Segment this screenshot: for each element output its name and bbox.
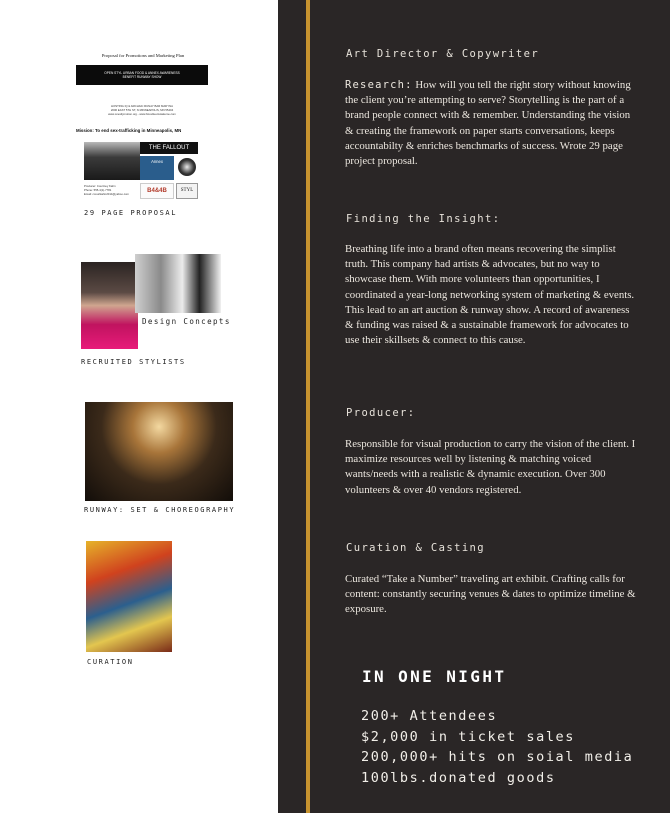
proposal-contact-line-1: Producer: Courtney Kahn [84,184,116,188]
research-label: Research: [345,79,413,91]
curation-artwork [86,541,172,652]
caption-design-concepts: Design Concepts [142,317,231,326]
insight-heading: Finding the Insight: [346,213,501,225]
stylist-photo [81,262,138,349]
fallout-logo: THE FALLOUT [140,142,198,154]
runway-photo [85,402,233,501]
proposal-info-line-1: HOSTING IQ & ARCHAIC RUNAY BAR MADYNA [111,104,173,108]
curation-heading: Curation & Casting [346,542,485,554]
proposal-contact-line-2: Phone: 555-4(1)-7781 [84,188,112,192]
proposal-banner-line-2: BENEFIT RUNWAY SHOW [122,75,162,79]
stat-attendees: 200+ Attendees [361,708,498,724]
venue-photo [84,142,140,180]
caption-runway: RUNWAY: SET & CHOREOGRAPHY [84,506,236,514]
stat-social-hits: 200,000+ hits on soial media [361,749,634,765]
research-text: How will you tell the right story without knowing the client you’re attempting to serve? Storytelling is the part of a brand people connect with & remember. Understanding the vision & creating the framework on paper starts conversations, keeps accountabilty & enriches benchmarks of success. Wrote 29 page project proposal. [345,79,631,168]
b4-logo: B4&4B [140,183,174,199]
producer-text: Responsible for visual production to carry the vision of the client. I maximize resources well by listening & matching voiced wants/needs with a realistic & dynamic execution. Over 300 volunteers & over 40 vendors registered. [345,438,636,496]
research-section [345,78,637,169]
stat-donated-goods: 100lbs.donated goods [361,770,556,786]
round-logo [178,158,196,176]
proposal-banner-line-1: OPEN STYL URBAN FOOD & ANNEX AWARENESS [104,71,180,75]
proposal-title: Proposal for Promotions and Marketing Plan [101,53,185,58]
caption-proposal: 29 PAGE PROPOSAL [84,209,178,217]
proposal-mission: Mission: To end sex-trafficking in Minneapolis, MN [76,128,182,133]
insight-text: Breathing life into a brand often means recovering the simplist truth. This company had artists & advocates, but no way to showcase them. With more volunteers than opportunities, I coordinated a year-long networking system of marketing & events. This lead to an art auction & runway show. A record of awareness & funding was raised & a sustainable framework for advocates to use their skillsets & connect to this cause. [345,243,635,347]
proposal-banner [76,65,208,85]
accent-rule [306,0,310,813]
producer-heading: Producer: [346,407,416,419]
proposal-thumbnail [76,50,210,210]
role-heading: Art Director & Copywriter [346,48,540,60]
styl-logo: STYL [176,183,198,199]
night-title: IN ONE NIGHT [362,667,507,686]
design-concept-photo [135,254,221,313]
stat-ticket-sales: $2,000 in ticket sales [361,729,576,745]
proposal-contact-line-3: Email: ccourtkahn2014@yahoo.com [84,192,129,196]
caption-stylists: RECRUITED STYLISTS [81,358,186,366]
annex-logo: Annex [140,156,174,180]
proposal-info-line-2: 2000 EAST 5TH ST, N MINNEAPOLIS, MN 55404 [110,108,174,112]
curation-text: Curated “Take a Number” traveling art exhibit. Crafting calls for content: constantly securing venues & dates to optimize timeline & exposure. [345,573,636,616]
proposal-info [76,104,208,116]
proposal-info-line-3: www.onestlymotion.org - www.fotoultuentotakeme.com [108,112,176,116]
caption-curation: CURATION [87,658,134,666]
